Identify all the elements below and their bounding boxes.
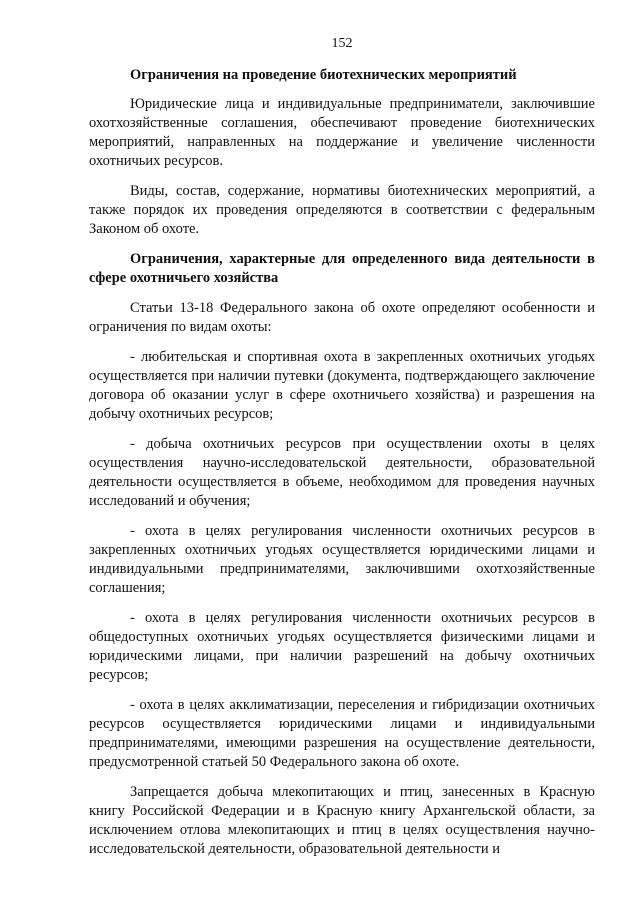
paragraph-red-book-prohibition: Запрещается добыча млекопитающих и птиц, занесенных в Красную книгу Российской Федерации и в Красную книгу Архангельской области, за исключением отлова млекопитающих и птиц в целях осуществления научно-исследовательской деятельности, образовательной деятельности и (89, 784, 595, 857)
list-item-regulation-assigned: - охота в целях регулирования численности охотничьих ресурсов в закрепленных охотничьих угодьях осуществляется юридическими лицами и индивидуальными предпринимателями, заключившими охотхозяйственные соглашения; (89, 523, 595, 596)
paragraph-articles-13-18: Статьи 13-18 Федерального закона об охоте определяют особенности и ограничения по видам охоты: (89, 300, 595, 335)
list-item-acclimatization: - охота в целях акклиматизации, переселения и гибридизации охотничьих ресурсов осуществляется юридическими лицами и индивидуальными предпринимателями, имеющими разрешения на осуществление деятельности, предусмотренной статьей 50 Федерального закона об охоте. (89, 697, 595, 770)
list-item-research-hunting: - добыча охотничьих ресурсов при осуществлении охоты в целях осуществления научно-исследовательской деятельности, образовательной деятельности осуществляется в объеме, необходимом для проведения научных исследований и обучения; (89, 436, 595, 509)
document-body (89, 66, 595, 859)
page-number: 152 (331, 36, 353, 51)
paragraph-biotech-obligations: Юридические лица и индивидуальные предприниматели, заключившие охотхозяйственные соглашения, обеспечивают проведение биотехнических мероприятий, направленных на поддержание и увеличение численности охотничьих ресурсов. (89, 96, 595, 169)
paragraph-biotech-types: Виды, состав, содержание, нормативы биотехнических мероприятий, а также порядок их проведения определяются в соответствии с федеральным Законом об охоте. (89, 183, 595, 237)
list-item-regulation-public: - охота в целях регулирования численности охотничьих ресурсов в общедоступных охотничьих угодьях осуществляется физическими лицами и юридическими лицами, при наличии разрешений на добычу охотничьих ресурсов; (89, 610, 595, 683)
section-heading-activity-restrictions: Ограничения, характерные для определенного вида деятельности в сфере охотничьего хозяйства (89, 251, 595, 286)
list-item-amateur-hunting: - любительская и спортивная охота в закрепленных охотничьих угодьях осуществляется при наличии путевки (документа, подтверждающего заключение договора об оказании услуг в сфере охотничьего хозяйства) и разрешения на добычу охотничьих ресурсов; (89, 349, 595, 422)
section-heading-biotech: Ограничения на проведение биотехнических мероприятий (130, 67, 517, 83)
